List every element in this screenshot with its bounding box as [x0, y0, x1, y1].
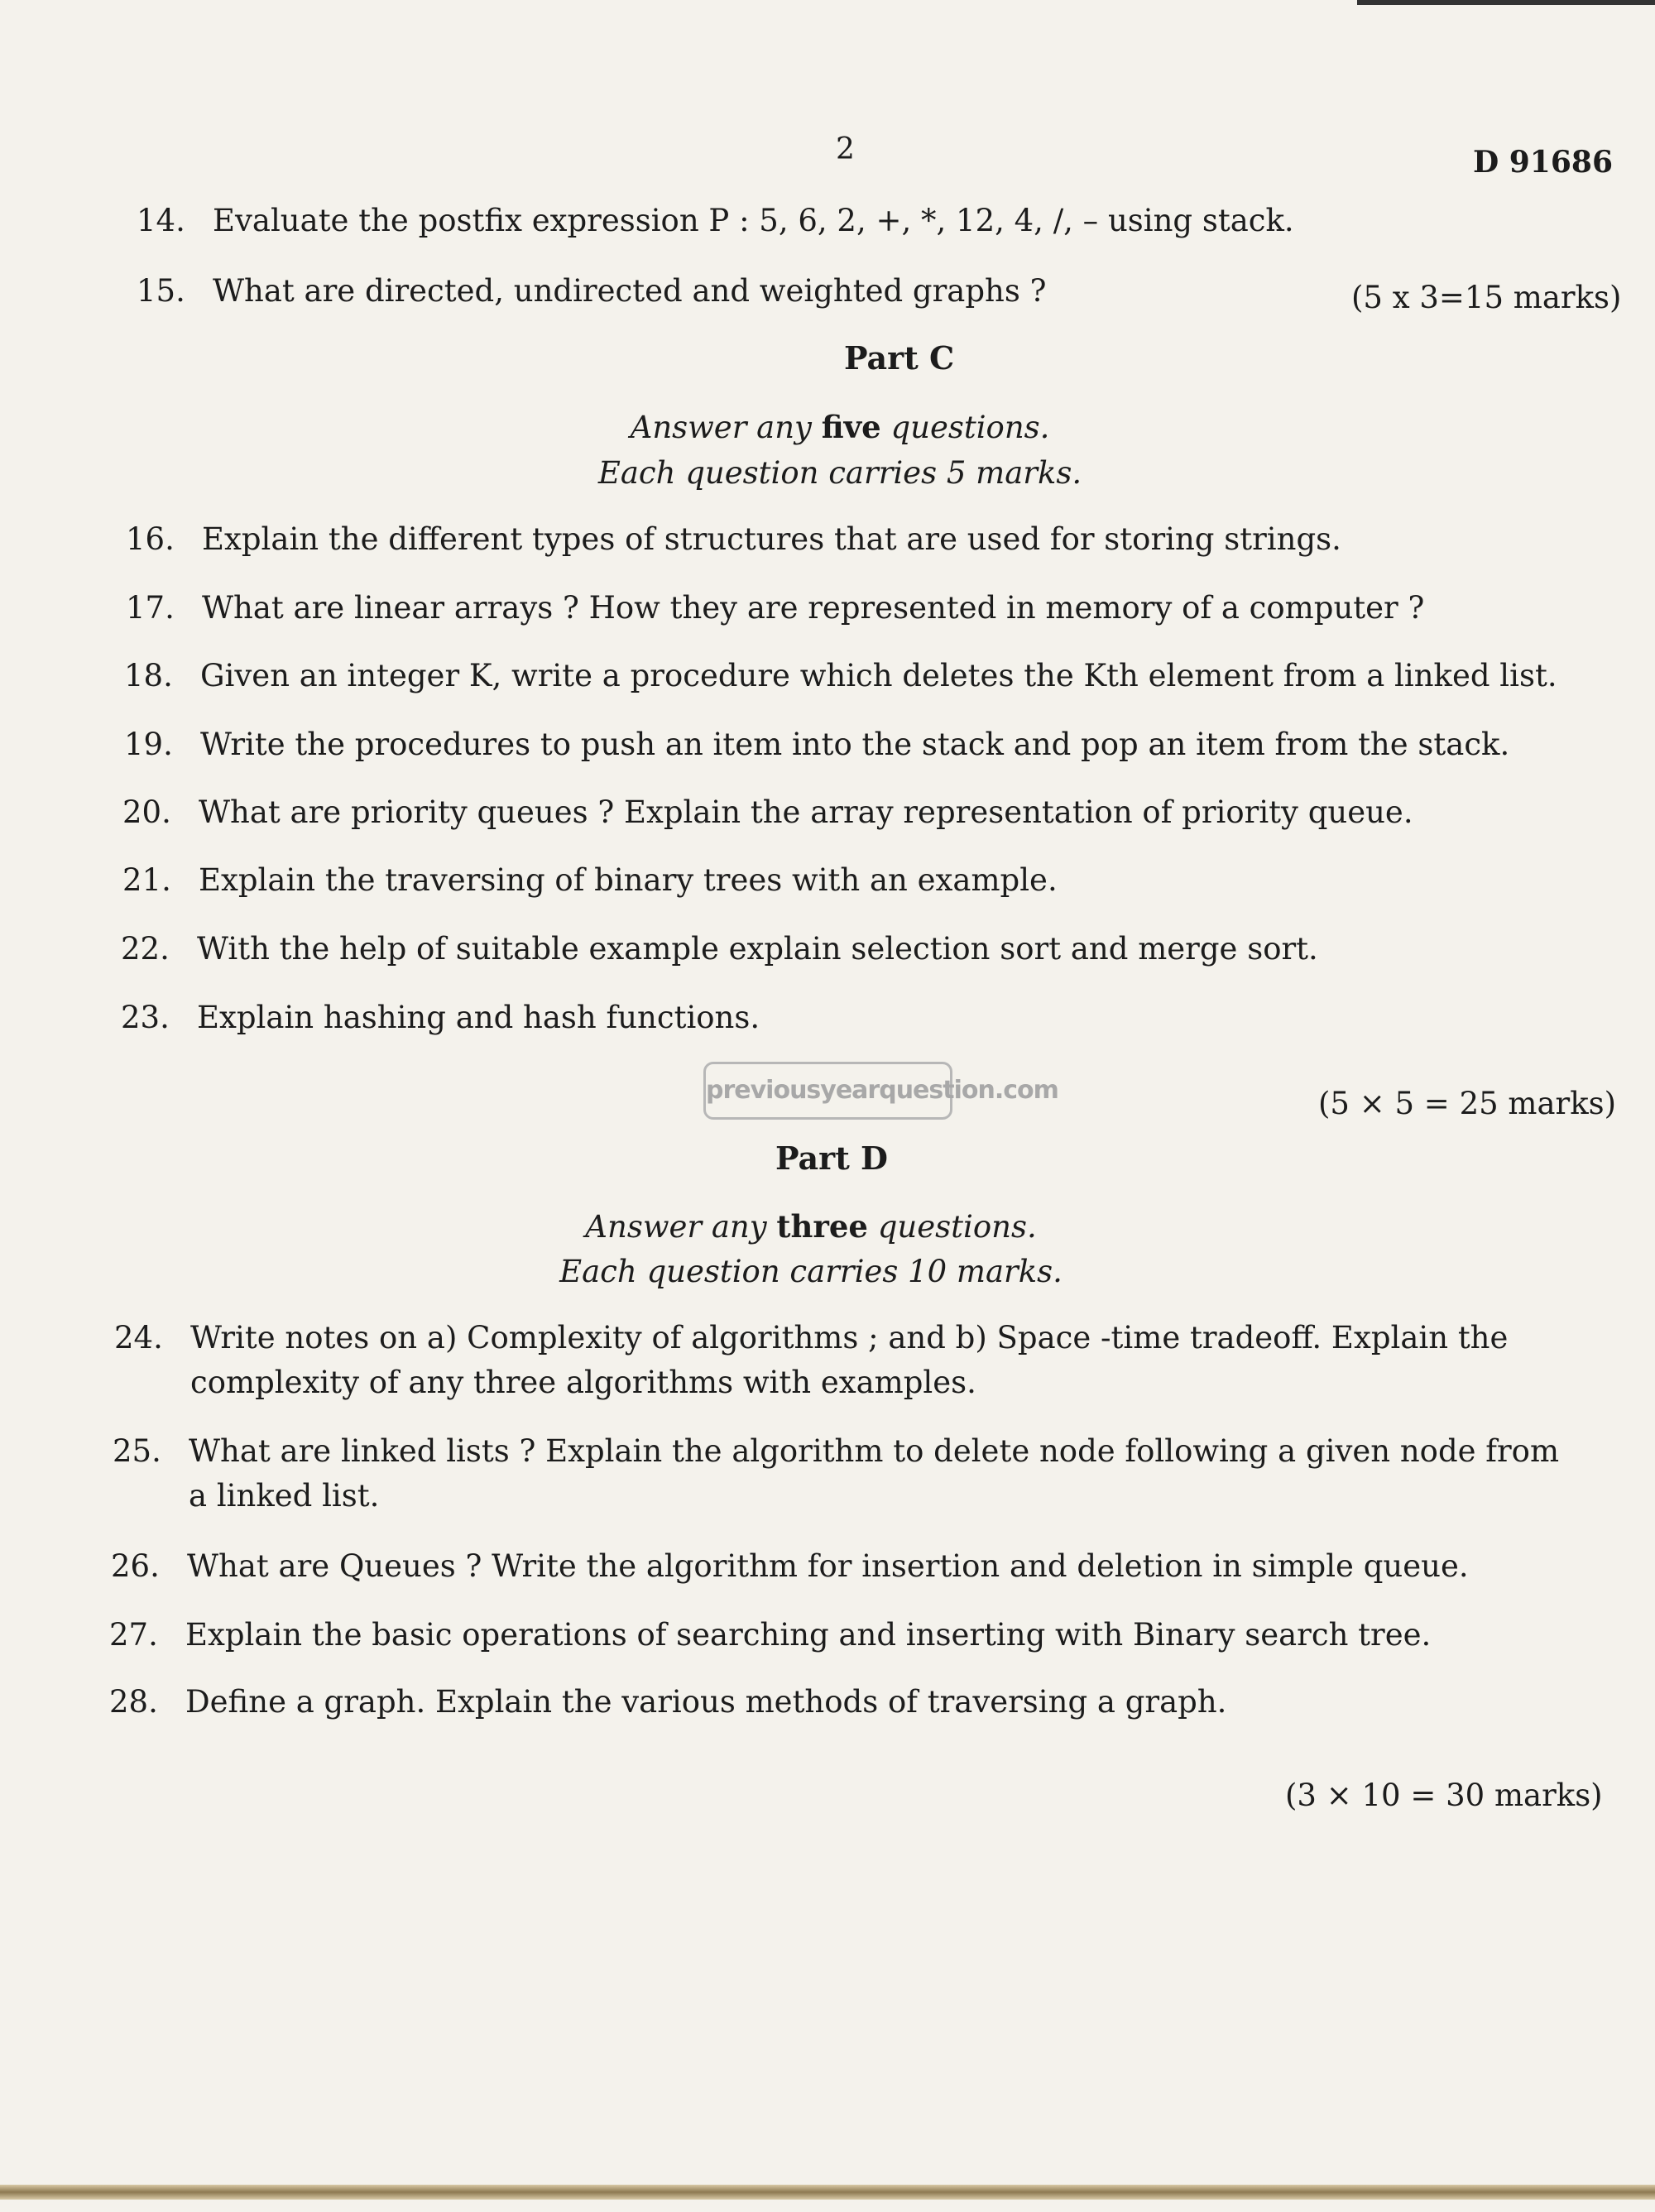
part-d-title: Part D — [775, 1140, 888, 1177]
question-text: What are directed, undirected and weighted graphs ? — [213, 273, 1047, 309]
part-c-instruction-line2: Each question carries 5 marks. — [597, 455, 1082, 491]
question-text: What are linear arrays ? How they are represented in memory of a computer ? — [202, 590, 1425, 626]
paper-code: D 91686 — [1473, 145, 1613, 180]
question-text: What are Queues ? Write the algorithm for insertion and deletion in simple queue. — [187, 1548, 1469, 1584]
part-b-marks: (5 x 3=15 marks) — [1351, 280, 1622, 315]
question-text: With the help of suitable example explain selection sort and merge sort. — [197, 931, 1318, 967]
part-d-instruction: Answer any three questions. — [585, 1208, 1037, 1245]
question-number: 28. — [109, 1684, 158, 1720]
question-number: 16. — [126, 521, 175, 557]
question-number: 15. — [137, 273, 185, 309]
watermark-logo: previousyearquestion.com — [703, 1062, 952, 1120]
question-text: Write notes on a) Complexity of algorithms ; and b) Space -time tradeoff. Explain the complexity of any three algorithms with examples. — [190, 1320, 1509, 1400]
question-text: Explain the basic operations of searching and inserting with Binary search tree. — [185, 1617, 1432, 1653]
question-number: 22. — [121, 931, 170, 967]
question-text: What are linked lists ? Explain the algorithm to delete node following a given node from a linked list. — [189, 1433, 1560, 1514]
part-c-title: Part C — [844, 339, 955, 377]
part-c-marks: (5 × 5 = 25 marks) — [1318, 1086, 1617, 1121]
question-number: 19. — [124, 727, 173, 762]
question-text: Define a graph. Explain the various methods of traversing a graph. — [185, 1684, 1227, 1720]
question-number: 24. — [114, 1320, 163, 1356]
question-number: 25. — [113, 1433, 161, 1469]
question-number: 18. — [124, 658, 173, 693]
question-text: Explain hashing and hash functions. — [197, 1000, 760, 1035]
question-text: Evaluate the postfix expression P : 5, 6, 2, +, *, 12, 4, /, – using stack. — [213, 203, 1294, 238]
question-number: 23. — [121, 1000, 170, 1035]
part-c-instruction: Answer any five questions. — [630, 409, 1050, 445]
part-d-instruction-line2: Each question carries 10 marks. — [559, 1254, 1063, 1289]
top-edge-line — [1357, 0, 1655, 5]
question-number: 20. — [122, 794, 171, 830]
question-number: 14. — [137, 203, 185, 238]
question-number: 26. — [111, 1548, 160, 1584]
question-text: What are priority queues ? Explain the array representation of priority queue. — [199, 794, 1413, 830]
question-number: 21. — [122, 862, 171, 898]
part-d-marks: (3 × 10 = 30 marks) — [1285, 1778, 1603, 1813]
question-number: 17. — [126, 590, 175, 626]
question-number: 27. — [109, 1617, 158, 1653]
question-text: Write the procedures to push an item into the stack and pop an item from the stack. — [200, 727, 1510, 762]
question-text: Explain the traversing of binary trees with an example. — [199, 862, 1058, 898]
question-text: Explain the different types of structures that are used for storing strings. — [202, 521, 1341, 557]
bottom-edge-line — [0, 2185, 1655, 2200]
page-number: 2 — [836, 132, 855, 166]
question-text: Given an integer K, write a procedure which deletes the Kth element from a linked list. — [200, 658, 1557, 693]
